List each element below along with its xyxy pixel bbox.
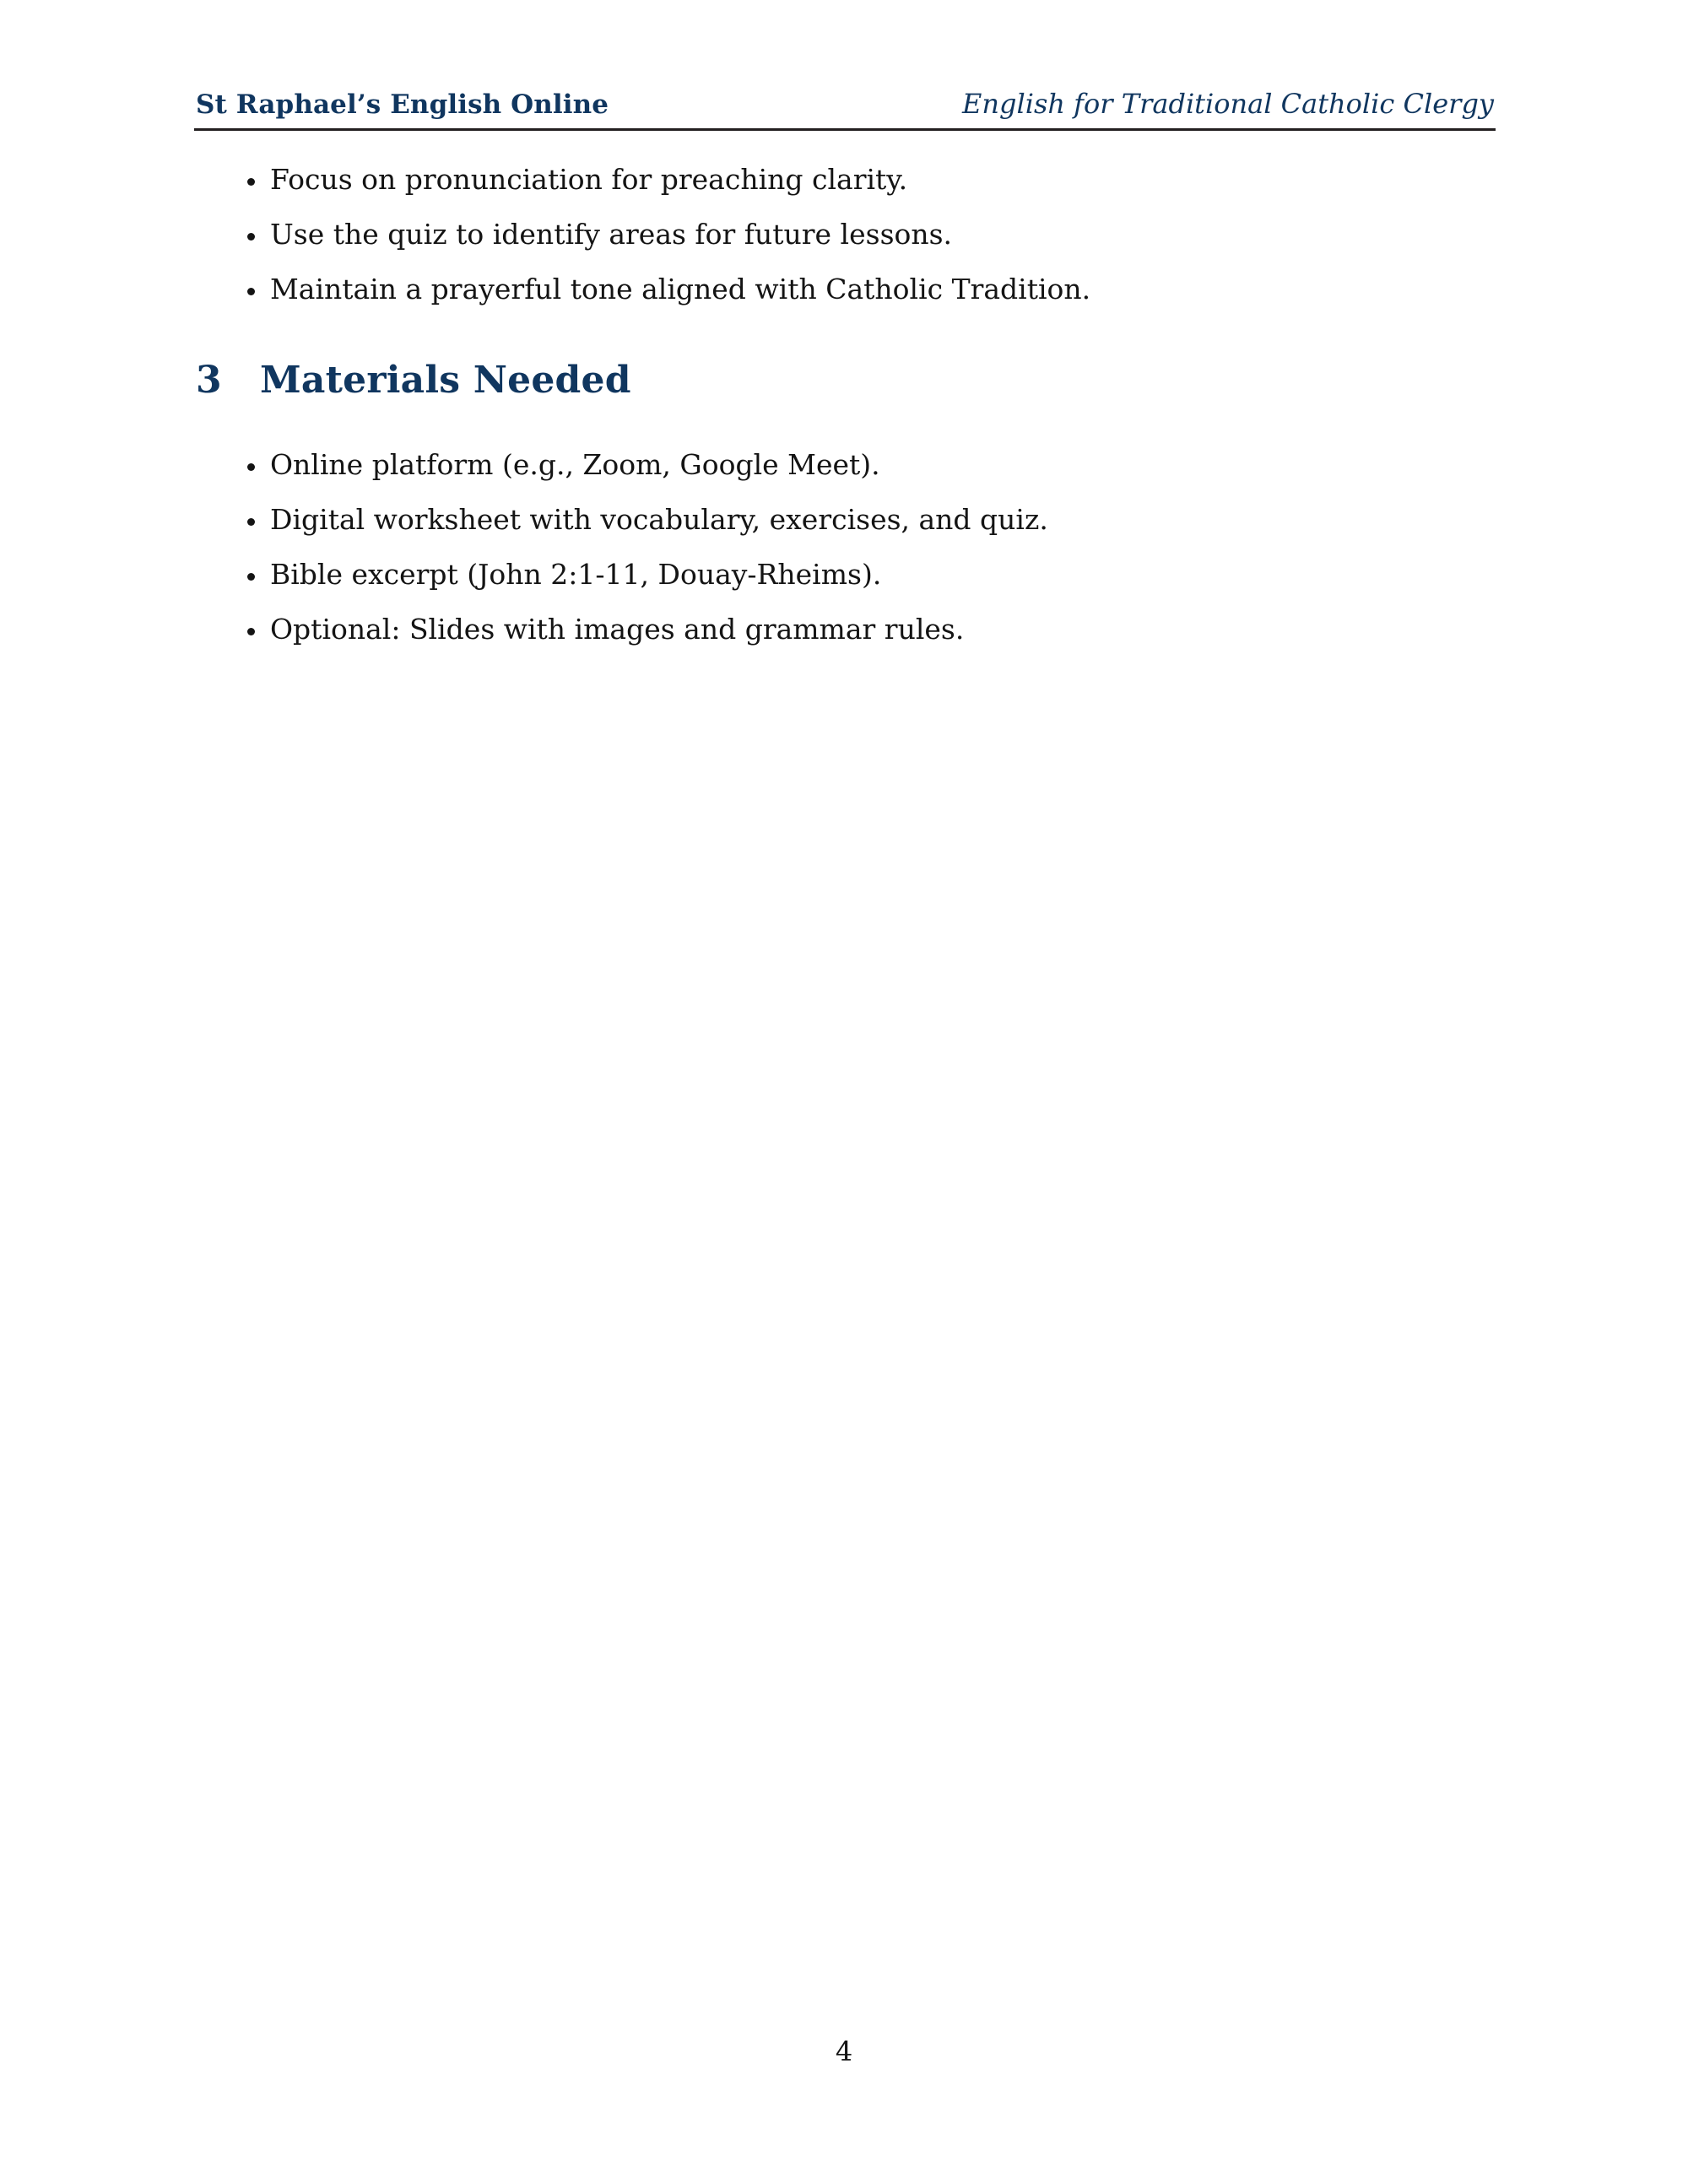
list-item <box>196 163 1496 196</box>
list-item-text: Maintain a prayerful tone aligned with Catholic Tradition. <box>270 273 1091 305</box>
list-item <box>196 448 1496 481</box>
list-item-text: Focus on pronunciation for preaching clarity. <box>270 163 908 196</box>
list-item <box>196 503 1496 536</box>
header-divider-rule <box>194 128 1496 131</box>
bullet-dot-icon <box>247 178 255 186</box>
list-item <box>196 218 1496 251</box>
bullet-dot-icon <box>247 573 255 581</box>
header-left-title: St Raphael’s English Online <box>196 89 609 120</box>
bullet-dot-icon <box>247 288 255 295</box>
bullet-dot-icon <box>247 233 255 241</box>
materials-needed-list <box>196 448 1496 646</box>
bullet-dot-icon <box>247 518 255 526</box>
section-heading-materials-needed <box>196 359 1496 402</box>
list-item-text: Online platform (e.g., Zoom, Google Meet). <box>270 448 880 481</box>
list-item-text: Digital worksheet with vocabulary, exercises, and quiz. <box>270 503 1048 536</box>
list-item-text: Use the quiz to identify areas for future lessons. <box>270 218 953 251</box>
header-right-title: English for Traditional Catholic Clergy <box>962 88 1494 120</box>
section-number: 3 <box>196 359 222 402</box>
page-content <box>196 163 1496 646</box>
list-item-text: Bible excerpt (John 2:1-11, Douay-Rheims). <box>270 558 882 591</box>
list-item-text: Optional: Slides with images and grammar rules. <box>270 613 965 646</box>
page-number: 4 <box>835 2035 853 2068</box>
section-title: Materials Needed <box>260 359 631 402</box>
list-item <box>196 613 1496 646</box>
teaching-tips-list <box>196 165 1496 303</box>
list-item <box>196 275 1496 303</box>
bullet-dot-icon <box>247 628 255 635</box>
running-header <box>196 88 1494 120</box>
list-item <box>196 558 1496 591</box>
bullet-dot-icon <box>247 463 255 471</box>
